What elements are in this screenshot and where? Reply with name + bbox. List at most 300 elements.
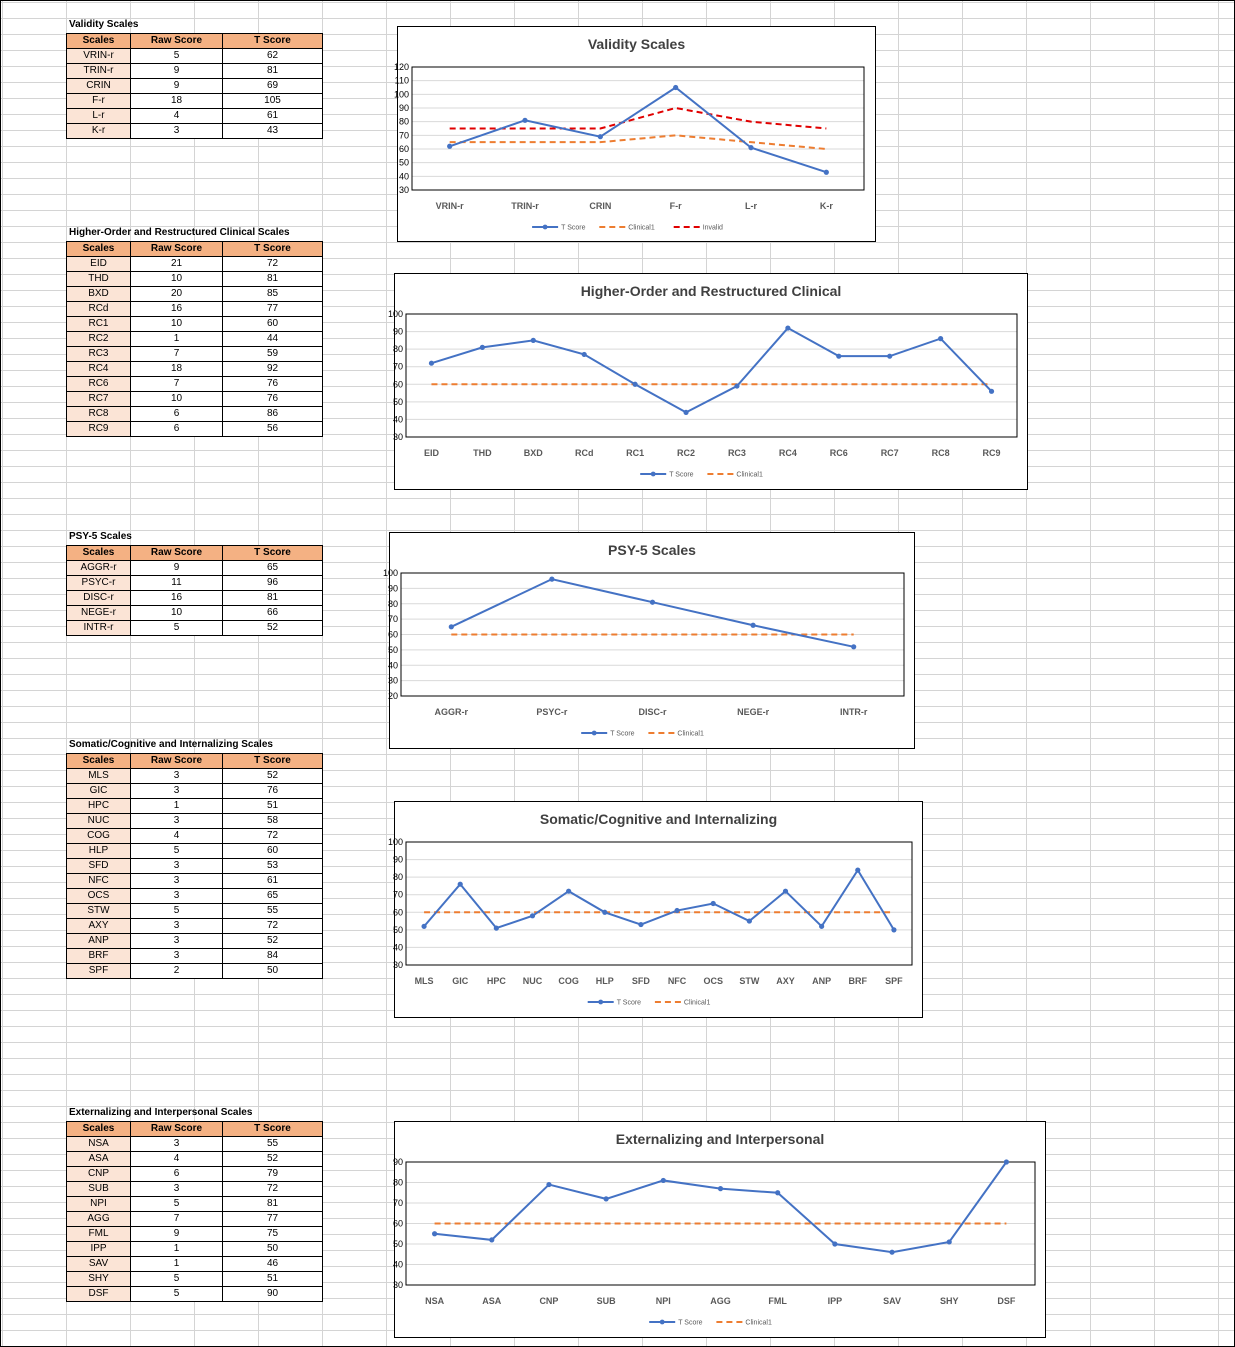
scale-cell: VRIN-r — [67, 49, 131, 64]
scale-cell: SAV — [67, 1257, 131, 1272]
t-score-cell: 81 — [223, 64, 323, 79]
y-tick-label: 90 — [387, 583, 398, 594]
data-point — [747, 918, 752, 923]
raw-score-cell: 5 — [131, 1197, 223, 1212]
table-row — [67, 272, 323, 287]
raw-score-cell: 3 — [131, 859, 223, 874]
column-header-raw-score: Raw Score — [131, 242, 223, 257]
data-point — [604, 1196, 609, 1201]
data-point — [449, 624, 454, 629]
t-score-cell: 76 — [223, 392, 323, 407]
column-header-scales: Scales — [67, 242, 131, 257]
column-header-raw-score: Raw Score — [131, 546, 223, 561]
plot-area — [406, 314, 1017, 437]
y-tick-label: 30 — [387, 675, 398, 686]
t-score-cell: 52 — [223, 1152, 323, 1167]
y-tick-label: 100 — [387, 309, 403, 319]
raw-score-cell: 10 — [131, 606, 223, 621]
data-point — [783, 889, 788, 894]
data-point — [673, 85, 678, 90]
legend-label: Clinical1 — [745, 1319, 772, 1327]
raw-score-cell: 6 — [131, 1167, 223, 1182]
chart-title: Somatic/Cognitive and Internalizing — [539, 811, 778, 827]
table-row — [67, 302, 323, 317]
scale-cell: DISC-r — [67, 591, 131, 606]
data-point — [447, 144, 452, 149]
raw-score-cell: 7 — [131, 377, 223, 392]
y-tick-label: 30 — [398, 185, 409, 195]
t-score-cell: 81 — [223, 272, 323, 287]
x-tick-label: K-r — [819, 201, 833, 211]
chart-title: Higher-Order and Restructured Clinical — [580, 283, 842, 299]
t-score-cell: 84 — [223, 949, 323, 964]
x-tick-label: NUC — [522, 976, 543, 986]
x-tick-label: HPC — [486, 976, 506, 986]
x-tick-label: NPI — [655, 1296, 671, 1306]
data-point — [530, 913, 535, 918]
scale-cell: FML — [67, 1227, 131, 1242]
series-line-t-score — [450, 88, 827, 173]
legend-label: Invalid — [702, 224, 723, 232]
y-tick-label: 80 — [398, 116, 409, 127]
table-row — [67, 1152, 323, 1167]
table-row — [67, 49, 323, 64]
table-row — [67, 94, 323, 109]
table-row — [67, 1182, 323, 1197]
raw-score-cell: 3 — [131, 814, 223, 829]
table-row — [67, 317, 323, 332]
table-row — [67, 829, 323, 844]
scale-cell: COG — [67, 829, 131, 844]
t-score-cell: 92 — [223, 362, 323, 377]
data-point — [602, 910, 607, 915]
table-row — [67, 1197, 323, 1212]
scale-cell: RC7 — [67, 392, 131, 407]
raw-score-cell: 4 — [131, 1152, 223, 1167]
table-row — [67, 799, 323, 814]
x-tick-label: NSA — [425, 1296, 445, 1306]
raw-score-cell: 18 — [131, 94, 223, 109]
y-tick-label: 80 — [392, 1177, 403, 1188]
data-point — [661, 1178, 666, 1183]
scale-cell: RC8 — [67, 407, 131, 422]
t-score-cell: 77 — [223, 1212, 323, 1227]
data-point — [480, 345, 485, 350]
x-tick-label: RCd — [574, 448, 594, 458]
table-row — [67, 1287, 323, 1302]
scale-cell: BRF — [67, 949, 131, 964]
table-row — [67, 591, 323, 606]
legend-label: Clinical1 — [628, 224, 655, 232]
raw-score-cell: 16 — [131, 302, 223, 317]
x-tick-label: ANP — [812, 976, 832, 986]
t-score-cell: 51 — [223, 799, 323, 814]
scale-cell: SHY — [67, 1272, 131, 1287]
data-point — [531, 338, 536, 343]
x-tick-label: DISC-r — [638, 707, 667, 717]
column-header-scales: Scales — [67, 34, 131, 49]
scale-cell: STW — [67, 904, 131, 919]
y-tick-label: 60 — [392, 907, 403, 918]
column-header-t-score: T Score — [223, 754, 323, 769]
scale-cell: F-r — [67, 94, 131, 109]
table-row — [67, 392, 323, 407]
y-tick-label: 60 — [392, 1218, 403, 1229]
somatic-table-title: Somatic/Cognitive and Internalizing Scales — [69, 739, 273, 750]
y-tick-label: 110 — [394, 75, 409, 86]
legend-label: T Score — [616, 999, 642, 1007]
y-tick-label: 30 — [392, 960, 403, 970]
t-score-cell: 72 — [223, 919, 323, 934]
scale-cell: ASA — [67, 1152, 131, 1167]
x-tick-label: BRF — [848, 976, 868, 986]
data-point — [549, 577, 554, 582]
t-score-cell: 51 — [223, 1272, 323, 1287]
y-tick-label: 50 — [392, 924, 403, 935]
legend-label: T Score — [561, 224, 586, 232]
x-tick-label: THD — [473, 448, 492, 458]
series-line-t-score — [424, 870, 894, 930]
y-tick-label: 50 — [387, 644, 398, 655]
scale-cell: OCS — [67, 889, 131, 904]
t-score-cell: 105 — [223, 94, 323, 109]
somatic-chart[interactable] — [387, 801, 923, 1018]
t-score-cell: 61 — [223, 109, 323, 124]
validity-chart[interactable] — [393, 26, 876, 242]
column-header-scales: Scales — [67, 754, 131, 769]
data-point — [887, 354, 892, 359]
t-score-cell: 66 — [223, 606, 323, 621]
x-tick-label: RC2 — [677, 448, 696, 458]
table-row — [67, 347, 323, 362]
higher-order-chart[interactable] — [387, 273, 1028, 490]
raw-score-cell: 9 — [131, 561, 223, 576]
scale-cell: GIC — [67, 784, 131, 799]
t-score-cell: 46 — [223, 1257, 323, 1272]
data-point — [494, 926, 499, 931]
raw-score-cell: 3 — [131, 124, 223, 139]
table-row — [67, 1137, 323, 1152]
t-score-cell: 75 — [223, 1227, 323, 1242]
data-point — [1004, 1159, 1009, 1164]
y-tick-label: 120 — [393, 62, 409, 72]
table-row — [67, 784, 323, 799]
t-score-cell: 72 — [223, 829, 323, 844]
x-tick-label: NFC — [667, 976, 687, 986]
x-tick-label: EID — [423, 448, 439, 458]
table-row — [67, 422, 323, 437]
table-row — [67, 576, 323, 591]
raw-score-cell: 10 — [131, 392, 223, 407]
scale-cell: K-r — [67, 124, 131, 139]
psy5-table — [66, 545, 323, 636]
t-score-cell: 96 — [223, 576, 323, 591]
data-point — [638, 922, 643, 927]
raw-score-cell: 3 — [131, 1137, 223, 1152]
t-score-cell: 65 — [223, 889, 323, 904]
data-point — [891, 927, 896, 932]
table-row — [67, 362, 323, 377]
scale-cell: HPC — [67, 799, 131, 814]
raw-score-cell: 2 — [131, 964, 223, 979]
y-tick-label: 80 — [387, 598, 398, 609]
legend-marker — [651, 472, 656, 477]
data-point — [889, 1250, 894, 1255]
data-point — [855, 868, 860, 873]
x-tick-label: RC1 — [626, 448, 645, 458]
t-score-cell: 55 — [223, 1137, 323, 1152]
scale-cell: AGG — [67, 1212, 131, 1227]
x-tick-label: DSF — [997, 1296, 1016, 1306]
data-point — [674, 908, 679, 913]
data-point — [432, 1231, 437, 1236]
data-point — [718, 1186, 723, 1191]
column-header-scales: Scales — [67, 546, 131, 561]
raw-score-cell: 7 — [131, 1212, 223, 1227]
x-tick-label: MLS — [414, 976, 434, 986]
scale-cell: TRIN-r — [67, 64, 131, 79]
data-point — [711, 901, 716, 906]
y-tick-label: 40 — [392, 414, 403, 425]
y-tick-label: 40 — [392, 942, 403, 953]
data-point — [489, 1237, 494, 1242]
t-score-cell: 69 — [223, 79, 323, 94]
data-point — [458, 882, 463, 887]
scale-cell: CRIN — [67, 79, 131, 94]
t-score-cell: 81 — [223, 1197, 323, 1212]
column-header-t-score: T Score — [223, 546, 323, 561]
x-tick-label: AXY — [776, 976, 795, 986]
t-score-cell: 50 — [223, 964, 323, 979]
t-score-cell: 60 — [223, 317, 323, 332]
psy5-chart[interactable] — [382, 532, 915, 749]
table-row — [67, 919, 323, 934]
x-tick-label: STW — [739, 976, 760, 986]
raw-score-cell: 3 — [131, 934, 223, 949]
data-point — [748, 145, 753, 150]
table-row — [67, 859, 323, 874]
y-tick-label: 50 — [398, 157, 409, 168]
raw-score-cell: 3 — [131, 784, 223, 799]
raw-score-cell: 21 — [131, 257, 223, 272]
x-tick-label: FML — [768, 1296, 787, 1306]
somatic-table — [66, 753, 323, 979]
y-tick-label: 80 — [392, 872, 403, 883]
x-tick-label: PSYC-r — [536, 707, 568, 717]
legend-marker — [543, 225, 548, 230]
t-score-cell: 60 — [223, 844, 323, 859]
y-tick-label: 50 — [392, 1239, 403, 1249]
table-row — [67, 949, 323, 964]
legend-label: Clinical1 — [736, 471, 763, 479]
raw-score-cell: 10 — [131, 272, 223, 287]
data-point — [836, 354, 841, 359]
scale-cell: RCd — [67, 302, 131, 317]
x-tick-label: TRIN-r — [511, 201, 539, 211]
x-tick-label: RC4 — [778, 448, 797, 458]
scale-cell: THD — [67, 272, 131, 287]
table-row — [67, 889, 323, 904]
x-tick-label: VRIN-r — [435, 201, 464, 211]
x-tick-label: SHY — [939, 1296, 959, 1306]
x-tick-label: RC3 — [727, 448, 746, 458]
table-row — [67, 407, 323, 422]
x-tick-label: CNP — [539, 1296, 559, 1306]
raw-score-cell: 9 — [131, 1227, 223, 1242]
raw-score-cell: 1 — [131, 1242, 223, 1257]
externalizing-chart[interactable] — [394, 1121, 1046, 1338]
y-tick-label: 40 — [398, 171, 409, 182]
data-point — [598, 134, 603, 139]
scale-cell: NFC — [67, 874, 131, 889]
x-tick-label: OCS — [703, 976, 723, 986]
x-tick-label: SFD — [631, 976, 650, 986]
t-score-cell: 76 — [223, 377, 323, 392]
validity-table-title: Validity Scales — [69, 19, 139, 30]
t-score-cell: 52 — [223, 769, 323, 784]
y-tick-label: 30 — [392, 1280, 403, 1290]
x-tick-label: ASA — [482, 1296, 502, 1306]
table-row — [67, 606, 323, 621]
series-line-t-score — [451, 579, 853, 647]
y-tick-label: 20 — [387, 691, 398, 701]
chart-title: Externalizing and Interpersonal — [615, 1131, 825, 1147]
table-row — [67, 844, 323, 859]
table-header-row — [67, 754, 323, 769]
data-point — [947, 1239, 952, 1244]
x-tick-label: INTR-r — [839, 707, 868, 717]
table-row — [67, 769, 323, 784]
table-row — [67, 124, 323, 139]
t-score-cell: 55 — [223, 904, 323, 919]
y-tick-label: 70 — [387, 614, 398, 625]
scale-cell: SFD — [67, 859, 131, 874]
table-row — [67, 934, 323, 949]
x-tick-label: F-r — [669, 201, 682, 211]
raw-score-cell: 6 — [131, 422, 223, 437]
data-point — [566, 889, 571, 894]
x-tick-label: RC7 — [880, 448, 899, 458]
data-point — [633, 382, 638, 387]
raw-score-cell: 10 — [131, 317, 223, 332]
data-point — [819, 924, 824, 929]
t-score-cell: 77 — [223, 302, 323, 317]
t-score-cell: 79 — [223, 1167, 323, 1182]
table-row — [67, 1257, 323, 1272]
x-tick-label: L-r — [745, 201, 757, 211]
t-score-cell: 56 — [223, 422, 323, 437]
table-row — [67, 621, 323, 636]
raw-score-cell: 3 — [131, 769, 223, 784]
series-line-t-score — [431, 328, 991, 412]
data-point — [832, 1241, 837, 1246]
x-tick-label: CRIN — [589, 201, 612, 211]
t-score-cell: 58 — [223, 814, 323, 829]
data-point — [734, 383, 739, 388]
t-score-cell: 62 — [223, 49, 323, 64]
y-tick-label: 100 — [387, 837, 403, 847]
column-header-t-score: T Score — [223, 1122, 323, 1137]
x-tick-label: RC9 — [982, 448, 1001, 458]
x-tick-label: RC8 — [931, 448, 950, 458]
scale-cell: ANP — [67, 934, 131, 949]
table-row — [67, 1212, 323, 1227]
y-tick-label: 50 — [392, 396, 403, 407]
raw-score-cell: 9 — [131, 64, 223, 79]
raw-score-cell: 5 — [131, 621, 223, 636]
column-header-raw-score: Raw Score — [131, 754, 223, 769]
table-row — [67, 814, 323, 829]
y-tick-label: 90 — [398, 103, 409, 113]
externalizing-table — [66, 1121, 323, 1302]
raw-score-cell: 20 — [131, 287, 223, 302]
scale-cell: BXD — [67, 287, 131, 302]
data-point — [938, 336, 943, 341]
table-row — [67, 332, 323, 347]
data-point — [751, 623, 756, 628]
table-row — [67, 874, 323, 889]
raw-score-cell: 5 — [131, 49, 223, 64]
x-tick-label: BXD — [523, 448, 543, 458]
raw-score-cell: 4 — [131, 109, 223, 124]
raw-score-cell: 3 — [131, 949, 223, 964]
scale-cell: AGGR-r — [67, 561, 131, 576]
table-row — [67, 1272, 323, 1287]
t-score-cell: 50 — [223, 1242, 323, 1257]
table-row — [67, 1227, 323, 1242]
table-row — [67, 904, 323, 919]
table-row — [67, 1242, 323, 1257]
table-header-row — [67, 242, 323, 257]
t-score-cell: 65 — [223, 561, 323, 576]
t-score-cell: 90 — [223, 1287, 323, 1302]
data-point — [650, 600, 655, 605]
table-row — [67, 257, 323, 272]
data-point — [683, 410, 688, 415]
legend-label: T Score — [610, 730, 635, 738]
y-tick-label: 60 — [398, 144, 409, 154]
table-row — [67, 79, 323, 94]
raw-score-cell: 5 — [131, 1287, 223, 1302]
raw-score-cell: 5 — [131, 1272, 223, 1287]
raw-score-cell: 5 — [131, 904, 223, 919]
x-tick-label: SAV — [883, 1296, 901, 1306]
table-row — [67, 964, 323, 979]
legend-label: Clinical1 — [677, 730, 704, 738]
table-header-row — [67, 34, 323, 49]
raw-score-cell: 9 — [131, 79, 223, 94]
y-tick-label: 100 — [393, 89, 409, 100]
t-score-cell: 85 — [223, 287, 323, 302]
y-tick-label: 70 — [392, 889, 403, 900]
scale-cell: RC1 — [67, 317, 131, 332]
column-header-scales: Scales — [67, 1122, 131, 1137]
series-line-clinical1 — [450, 135, 827, 149]
scale-cell: NEGE-r — [67, 606, 131, 621]
t-score-cell: 86 — [223, 407, 323, 422]
y-tick-label: 60 — [387, 629, 398, 640]
table-row — [67, 561, 323, 576]
series-line-t-score — [435, 1162, 1007, 1252]
table-row — [67, 377, 323, 392]
y-tick-label: 70 — [392, 1198, 403, 1208]
y-tick-label: 90 — [392, 854, 403, 865]
y-tick-label: 100 — [382, 568, 398, 578]
y-tick-label: 60 — [392, 379, 403, 390]
legend-label: T Score — [678, 1319, 703, 1327]
y-tick-label: 90 — [392, 326, 403, 337]
raw-score-cell: 18 — [131, 362, 223, 377]
